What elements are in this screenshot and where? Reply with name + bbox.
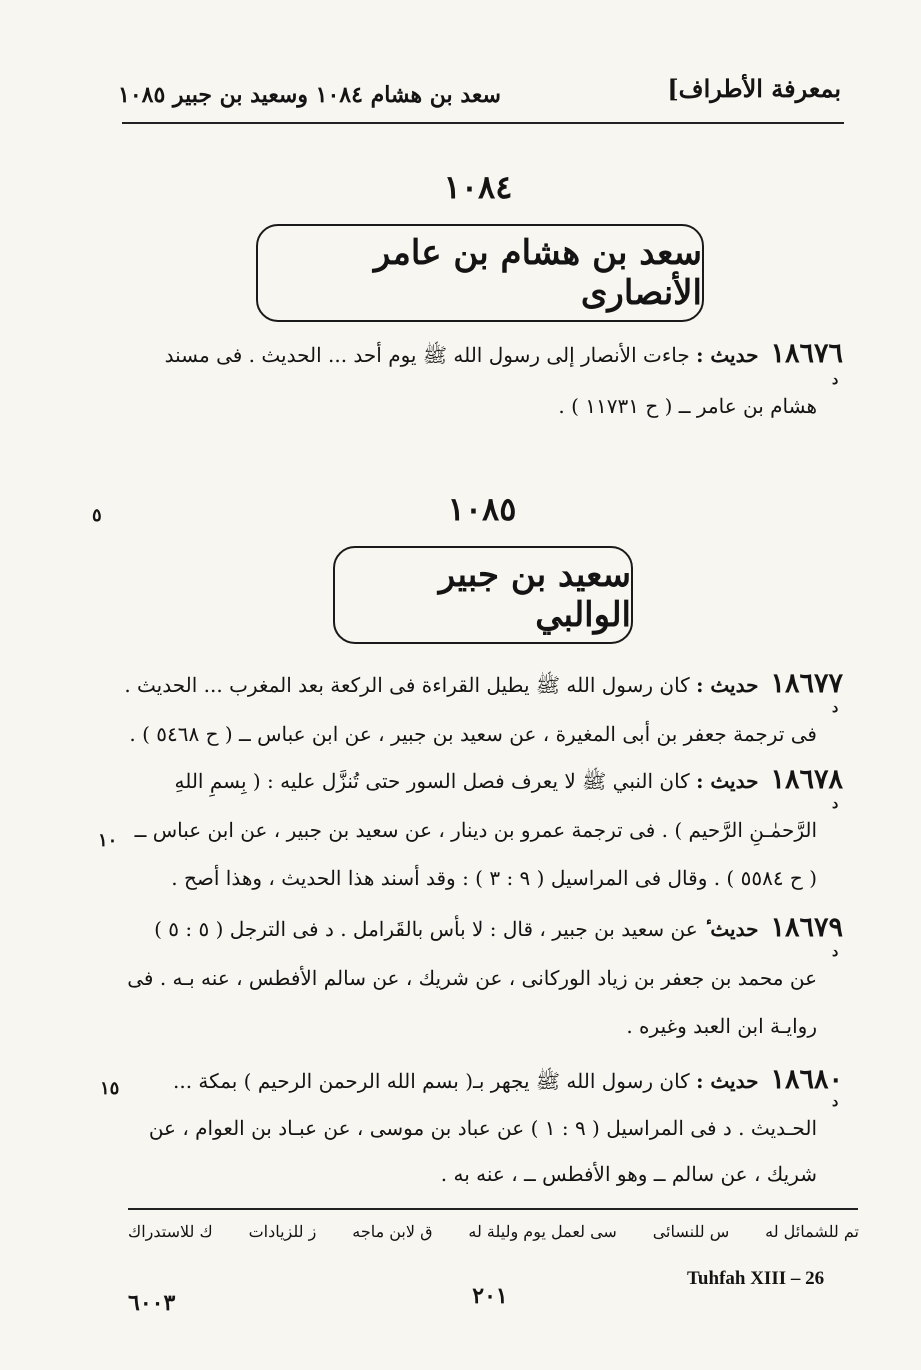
hadith-number: ١٨٦٧٨ xyxy=(770,764,843,795)
hadith-text-line: شريك ، عن سالم ــ وهو الأفطس ــ ، عنه به . xyxy=(440,1162,817,1186)
source-siglum: د xyxy=(832,944,839,960)
section-number-1085: ١٠٨٥ xyxy=(447,490,517,528)
legend-item: ز للزيادات xyxy=(248,1222,317,1241)
hadith-entry-line xyxy=(174,764,843,798)
hadith-text: كان رسول الله ﷺ يطيل القراءة فى الركعة بعد المغرب ... الحديث . xyxy=(124,673,690,697)
narrator-title-box xyxy=(256,224,704,322)
hadith-number: ١٨٦٧٩ xyxy=(770,912,843,943)
hadith-label: حديث : xyxy=(696,769,759,793)
hadith-text-line: ( ح ٥٥٨٤ ) . وقال فى المراسيل ( ٩ : ٣ ) : وقد أسند هذا الحديث ، وهذا أصح . xyxy=(171,866,817,890)
abbreviation-legend xyxy=(128,1222,859,1241)
legend-item: ق لابن ماجه xyxy=(352,1222,433,1241)
hadith-number: ١٨٦٧٧ xyxy=(770,668,843,699)
hadith-text: كان النبي ﷺ لا يعرف فصل السور حتى تُنزَّل عليه : ( بِسمِ اللهِ xyxy=(174,769,690,793)
hadith-entry-line xyxy=(154,912,843,943)
running-title-left: سعد بن هشام ١٠٨٤ وسعيد بن جبير ١٠٨٥ xyxy=(118,82,501,108)
volume-signature: Tuhfah XIII – 26 xyxy=(687,1268,825,1289)
margin-line-number: ٥ xyxy=(92,505,102,526)
hadith-text-line: الحـديث . د فى المراسيل ( ٩ : ١ ) عن عباد بن موسى ، عن عبـاد بن العوام ، عن xyxy=(148,1116,817,1140)
hadith-label: حديث : xyxy=(696,1069,759,1093)
narrator-title-box xyxy=(333,546,633,644)
hadith-text-line: عن محمد بن جعفر بن زياد الوركانى ، عن شريك ، عن سالم الأفطس ، عنه بـه . فى xyxy=(127,966,817,990)
section-number-1084: ١٠٨٤ xyxy=(443,168,513,206)
running-title-right: بمعرفة الأطراف] xyxy=(667,74,841,103)
source-siglum: د xyxy=(832,796,839,812)
hadith-text: كان رسول الله ﷺ يجهر بـ( بسم الله الرحمن الرحيم ) بمكة ... xyxy=(173,1069,690,1093)
narrator-title: سعيد بن جبير الوالبي xyxy=(438,555,631,635)
legend-item: سى لعمل يوم وليلة له xyxy=(468,1222,617,1241)
hadith-label: حديث ٔ xyxy=(704,917,759,941)
narrator-title: سعد بن هشام بن عامر الأنصارى xyxy=(373,233,702,313)
margin-line-number: ١٥ xyxy=(100,1078,120,1099)
source-siglum: د xyxy=(832,1094,839,1110)
hadith-text-line: الرَّحمٰـنِ الرَّحيم ) . فى ترجمة عمرو بن دينار ، عن سعيد بن جبير ، عن ابن عباس ــ xyxy=(134,818,817,842)
hadith-text: عن سعيد بن جبير ، قال : لا بأس بالقَرامل . د فى الترجل ( ٥ : ٥ ) xyxy=(154,917,698,941)
hadith-text-line: روايـة ابن العبد وغيره . xyxy=(626,1014,817,1038)
hadith-number: ١٨٦٨٠ xyxy=(770,1064,843,1095)
signature-mark: ٦٠٠٣ xyxy=(128,1290,176,1316)
footer-rule xyxy=(128,1208,858,1210)
hadith-label: حديث : xyxy=(696,673,759,697)
hadith-number: ١٨٦٧٦ xyxy=(770,338,843,369)
legend-item: س للنسائى xyxy=(652,1222,730,1241)
hadith-label: حديث : xyxy=(696,343,759,367)
source-siglum: د xyxy=(832,700,839,716)
legend-item: ك للاستدراك xyxy=(128,1222,213,1241)
hadith-entry-line xyxy=(165,338,843,372)
hadith-text-line: هشام بن عامر ــ ( ح ١١٧٣١ ) . xyxy=(558,394,817,418)
hadith-text: جاءت الأنصار إلى رسول الله ﷺ يوم أحد ... الحديث . فى مسند xyxy=(164,343,690,367)
hadith-entry-line xyxy=(173,1064,843,1098)
hadith-text-line: فى ترجمة جعفر بن أبى المغيرة ، عن سعيد بن جبير ، عن ابن عباس ــ ( ح ٥٤٦٨ ) . xyxy=(129,722,817,746)
source-siglum: د xyxy=(832,372,839,388)
page-number: ٢٠١ xyxy=(472,1283,508,1309)
legend-item: تم للشمائل له xyxy=(765,1222,859,1241)
hadith-entry-line xyxy=(124,668,843,702)
margin-line-number: ١٠ xyxy=(98,830,118,851)
header-rule xyxy=(122,122,844,124)
